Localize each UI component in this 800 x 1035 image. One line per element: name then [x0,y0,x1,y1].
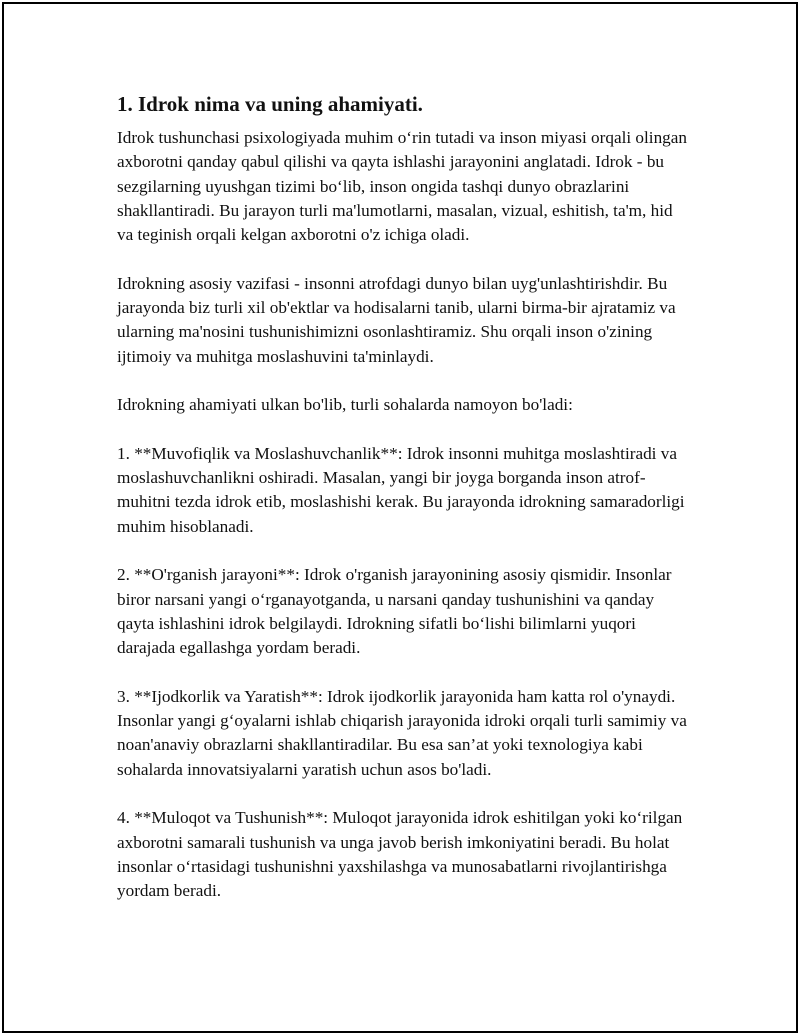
document-title: 1. Idrok nima va uning ahamiyati. [117,92,423,116]
paragraph-main-function: Idrokning asosiy vazifasi - insonni atrofdagi dunyo bilan uyg'unlashtirishdir. Bu jarayonda biz turli xil ob'ektlar va hodisalarni tanib, ularni birma-bir ajratamiz va ularning ma'nosini tushunishimizni osonlashtiramiz. Shu orqali inson o'zining ijtimoiy va muhitga moslashuvini ta'minlaydi. [117,273,676,366]
list-item-3: 3. **Ijodkorlik va Yaratish**: Idrok ijodkorlik jarayonida ham katta rol o'ynaydi. Insonlar yangi g‘oyalarni ishlab chiqarish jarayonida idroki orqali turli samimiy va noan'anaviy obrazlarni shakllantiradilar. Bu esa san’at yoki texnologiya kabi sohalarda innovatsiyalarni yaratish uchun asos bo'ladi. [117,686,687,779]
paragraph-importance: Idrokning ahamiyati ulkan bo'lib, turli sohalarda namoyon bo'ladi: [117,395,573,415]
list-item-1: 1. **Muvofiqlik va Moslashuvchanlik**: Idrok insonni muhitga moslashtiradi va moslashuvchanlikni oshiradi. Masalan, yangi bir joyga borganda inson atrof-muhitni tezda idrok etib, moslashishi kerak. Bu jarayonda idrokning samaradorligi muhim hisoblanadi. [117,443,685,536]
list-item-2: 2. **O'rganish jarayoni**: Idrok o'rganish jarayonining asosiy qismidir. Insonlar biror narsani yangi o‘rganayotganda, u narsani qanday tushunishini va qanday qayta ishlashini idrok belgilaydi. Idrokning sifatli bo‘lishi bilimlarni yuqori darajada egallashga yordam beradi. [117,565,672,658]
paragraph-intro: Idrok tushunchasi psixologiyada muhim o‘rin tutadi va inson miyasi orqali olingan axborotni qanday qabul qilishi va qayta ishlashi jarayonini anglatadi. Idrok - bu sezgilarning uyushgan tizimi bo‘lib, inson ongida tashqi dunyo obrazlarini shakllantiradi. Bu jarayon turli ma'lumotlarni, masalan, vizual, eshitish, ta'm, hid va teginish orqali kelgan axborotni o'z ichiga oladi. [117,128,687,245]
document-body [117,90,692,928]
list-item-4: 4. **Muloqot va Tushunish**: Muloqot jarayonida idrok eshitilgan yoki ko‘rilgan axborotni samarali tushunish va unga javob berish imkoniyatini beradi. Bu holat insonlar o‘rtasidagi tushunishni yaxshilashga va munosabatlarni rivojlantirishga yordam beradi. [117,808,683,901]
